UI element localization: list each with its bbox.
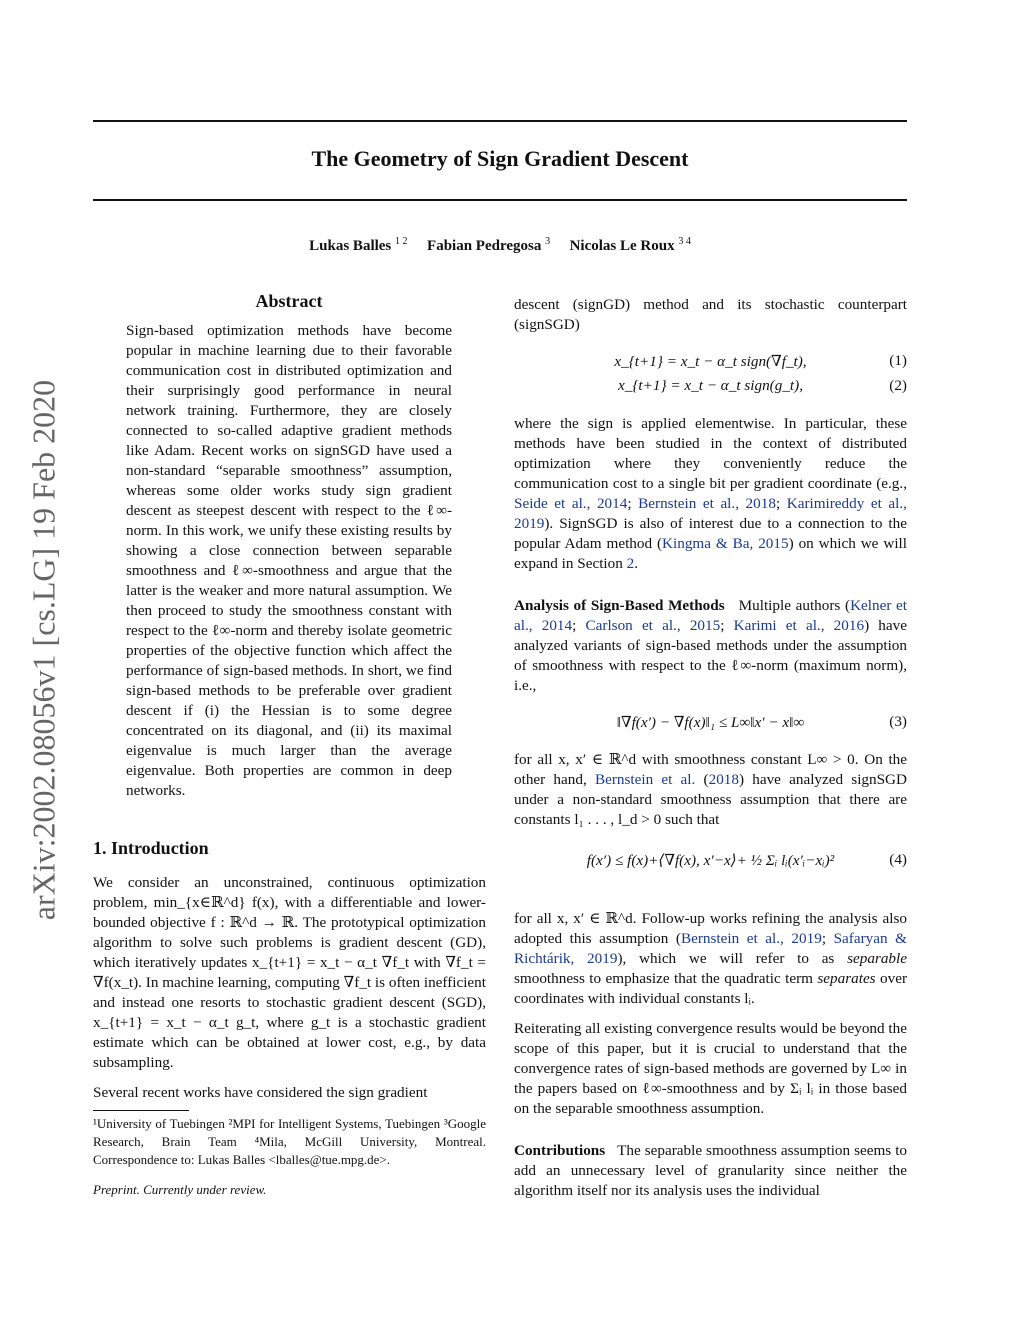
body-paragraph: where the sign is applied elementwise. In particular, these methods have been studied in the context of distributed optimization where they conveniently reduce the communication cost to a single bit per gradient coordinate (e.g., Seide et al., 2014; Bernstein et al., 2018; Karimireddy et al., 2019). SignSGD is also of interest due to a connection to the popular Adam method (Kingma & Ba, 2015) on which we will expand in Section 2. (514, 415, 907, 572)
author-name: Fabian Pedregosa (427, 238, 542, 254)
body-paragraph: Contributions The separable smoothness assumption seems to add an unnecessary level of granularity since neither the algorithm itself nor its analysis uses the individual (514, 1142, 908, 1199)
paragraph-heading: Contributions (514, 1142, 606, 1159)
body-paragraph: descent (signGD) method and its stochastic counterpart (signSGD) (514, 296, 907, 333)
author-list (93, 236, 907, 255)
equation-number: (1) (889, 352, 907, 369)
equation-number: (2) (889, 377, 907, 394)
citation-link[interactable]: Bernstein et al., 2018 (638, 495, 776, 512)
preprint-note: Preprint. Currently under review. (93, 1182, 267, 1197)
title-bottom-rule (93, 199, 907, 201)
author-affiliation: 1 2 (395, 236, 408, 247)
citation-link[interactable]: Karimi et al., 2016 (733, 617, 865, 634)
author-affiliation: 3 4 (678, 236, 691, 247)
equation-body: x_{t+1} = x_t − α_t sign(∇f_t), (614, 353, 807, 370)
citation-link[interactable]: Seide et al., 2014 (514, 495, 628, 512)
arxiv-stamp: arXiv:2002.08056v1 [cs.LG] 19 Feb 2020 (25, 379, 62, 921)
citation-link[interactable]: Kelner et al., 2014 (514, 597, 908, 634)
citation-link[interactable]: Karimireddy et al., 2019 (514, 495, 907, 532)
body-paragraph: for all x, x′ ∈ ℝ^d with smoothness constant L∞ > 0. On the other hand, Bernstein et al. (2018) have analyzed signSGD under a non-standard smoothness assumption that there are constants l₁ . . . , l_d > 0 such that (514, 751, 907, 828)
intro-paragraph: Several recent works have considered the sign gradient (93, 1084, 428, 1101)
citation-link[interactable]: Bernstein et al., 2019 (680, 930, 822, 947)
intro-heading: 1. Introduction (93, 838, 209, 858)
section-link[interactable]: 2 (626, 555, 635, 572)
equation-body: x_{t+1} = x_t − α_t sign(g_t), (617, 377, 803, 394)
citation-link[interactable]: Safaryan & Richtárik, 2019 (514, 930, 907, 967)
equation-body: f(x′) ≤ f(x)+⟨∇f(x), x′−x⟩+ ½ Σᵢ lᵢ(x′ᵢ−xᵢ)² (586, 852, 835, 869)
abstract-text: Sign-based optimization methods have become popular in machine learning due to their favorable communication cost in distributed optimization and their surprisingly good performance in neural network training. Furthermore, they are closely connected to so-called adaptive gradient methods like Adam. Recent works on signSGD have used a non-standard “separable smoothness” assumption, whereas some older works study sign gradient descent as steepest descent with respect to the ℓ∞-norm. In this work, we unify these existing results by showing a close connection between separable smoothness and ℓ∞-smoothness and argue that the latter is the weaker and more natural assumption. We then proceed to study the smoothness constant with respect to the ℓ∞-norm and thereby isolate geometric properties of the objective function which affect the performance of sign-based methods. In short, we find sign-based methods to be preferable over gradient descent if (i) the Hessian is to some degree concentrated on its diagonal, and (ii) its maximal eigenvalue is much larger than the average eigenvalue. Both properties are common in deep networks. (126, 322, 452, 799)
body-paragraph: Reiterating all existing convergence results would be beyond the scope of this paper, but it is crucial to understand that the convergence rates of sign-based methods are governed by L∞ in the papers based on ℓ∞-smoothness and by Σᵢ lᵢ in those based on the separable smoothness assumption. (514, 1020, 907, 1117)
body-paragraph: Analysis of Sign-Based Methods Multiple authors (Kelner et al., 2014; Carlson et al., 2015; Karimi et al., 2016) have analyzed variants of sign-based methods under the assumption of smoothness with respect to the ℓ∞-norm (maximum norm), i.e., (514, 597, 908, 694)
citation-link[interactable]: Kingma & Ba, 2015 (662, 535, 789, 552)
author-name: Nicolas Le Roux (569, 238, 675, 254)
body-paragraph: for all x, x′ ∈ ℝ^d. Follow-up works refining the analysis also adopted this assumption (Bernstein et al., 2019; Safaryan & Richtárik, 2019), which we will refer to as separable smoothness to emphasize that the quadratic term separates over coordinates with individual constants lᵢ. (514, 910, 907, 1007)
author-name: Lukas Balles (309, 238, 392, 254)
affiliations-footnote: ¹University of Tuebingen ²MPI for Intelligent Systems, Tuebingen ³Google Research, Brain Team ⁴Mila, McGill University, Montreal. Correspondence to: Lukas Balles <lballes@tue.mpg.de>. (93, 1116, 486, 1167)
footnote-rule (93, 1110, 189, 1111)
citation-link[interactable]: Carlson et al., 2015 (585, 617, 721, 634)
paragraph-heading: Analysis of Sign-Based Methods (514, 597, 725, 614)
citation-link[interactable]: Bernstein et al. (594, 771, 696, 788)
equation-number: (4) (889, 851, 907, 868)
paper-title: The Geometry of Sign Gradient Descent (311, 146, 689, 171)
abstract-heading: Abstract (255, 291, 323, 311)
equation-body: ‖∇f(x′) − ∇f(x)‖₁ ≤ L∞‖x′ − x‖∞ (616, 714, 805, 731)
citation-link[interactable]: 2018 (708, 771, 739, 788)
top-rule (93, 120, 907, 122)
intro-paragraph: We consider an unconstrained, continuous optimization problem, min_{x∈ℝ^d} f(x), with a differentiable and lower-bounded objective f : ℝ^d → ℝ. The prototypical optimization algorithm to solve such problems is gradient descent (GD), which iteratively updates x_{t+1} = x_t − α_t ∇f_t with ∇f_t = ∇f(x_t). In machine learning, computing ∇f_t is often inefficient and instead one resorts to stochastic gradient descent (SGD), x_{t+1} = x_t − α_t g_t, where g_t is a stochastic gradient estimate which can be obtained at lower cost, e.g., by data subsampling. (93, 874, 486, 1071)
author-affiliation: 3 (545, 236, 551, 247)
equation-number: (3) (889, 713, 907, 730)
